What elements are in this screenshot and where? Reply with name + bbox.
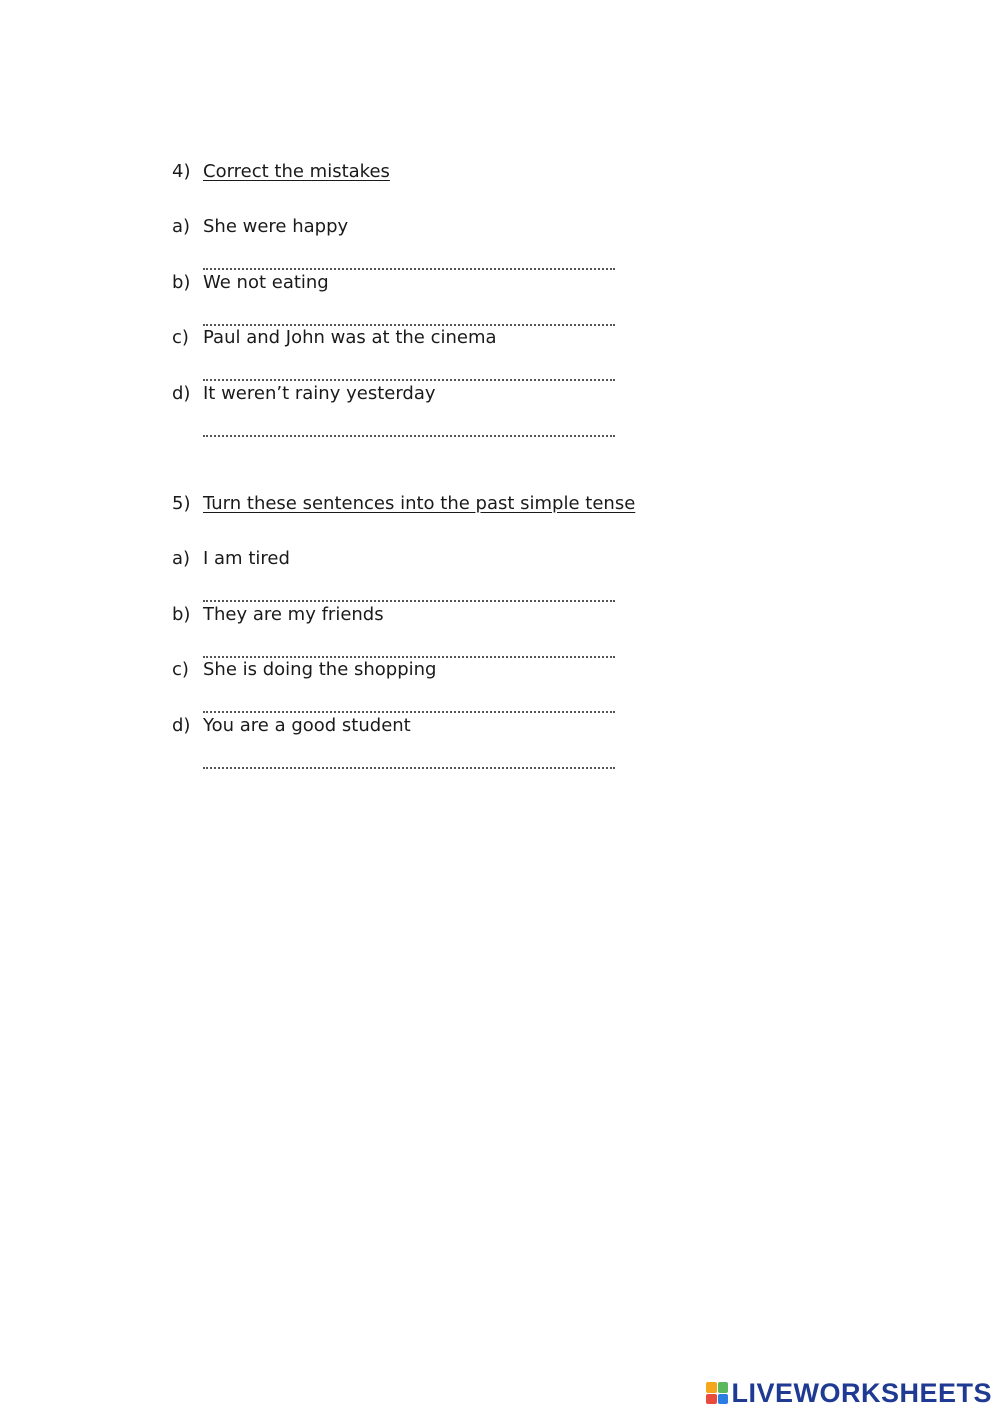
answer-input[interactable]	[203, 630, 615, 658]
exercise-number: 5)	[172, 493, 191, 514]
question-item	[172, 383, 692, 439]
answer-input[interactable]	[203, 353, 615, 381]
question-item	[172, 604, 692, 660]
question-text: We not eating	[203, 271, 329, 293]
question-text: They are my friends	[203, 603, 384, 625]
brand-name: LIVEWORKSHEETS	[731, 1377, 992, 1408]
question-letter: a)	[172, 548, 191, 569]
question-text: She were happy	[203, 216, 349, 237]
exercise-title: Correct the mistakes	[203, 161, 390, 182]
question-letter: d)	[172, 714, 191, 736]
answer-input[interactable]	[203, 242, 615, 270]
question-item	[172, 659, 692, 715]
exercise-5-heading	[172, 493, 692, 521]
exercise-number: 4)	[172, 161, 191, 182]
liveworksheets-logo-icon	[706, 1382, 728, 1404]
exercise-4	[172, 161, 692, 438]
question-item	[172, 272, 692, 328]
exercise-5	[172, 493, 692, 770]
answer-input[interactable]	[203, 298, 615, 326]
liveworksheets-brand[interactable]	[706, 1378, 992, 1408]
question-letter: c)	[172, 327, 189, 349]
question-text: It weren’t rainy yesterday	[203, 382, 436, 404]
question-item	[172, 715, 692, 771]
question-text: She is doing the shopping	[203, 659, 437, 681]
question-letter: a)	[172, 216, 191, 237]
question-letter: b)	[172, 603, 191, 625]
question-letter: c)	[172, 659, 189, 681]
question-text: You are a good student	[203, 714, 411, 736]
exercise-title: Turn these sentences into the past simple tense	[203, 493, 636, 514]
question-item	[172, 548, 692, 604]
exercise-4-heading	[172, 161, 692, 189]
answer-input[interactable]	[203, 574, 615, 602]
answer-input[interactable]	[203, 409, 615, 437]
question-text: Paul and John was at the cinema	[203, 327, 497, 349]
question-item	[172, 216, 692, 272]
question-letter: d)	[172, 382, 191, 404]
answer-input[interactable]	[203, 685, 615, 713]
question-letter: b)	[172, 271, 191, 293]
question-item	[172, 327, 692, 383]
answer-input[interactable]	[203, 741, 615, 769]
question-text: I am tired	[203, 548, 290, 569]
